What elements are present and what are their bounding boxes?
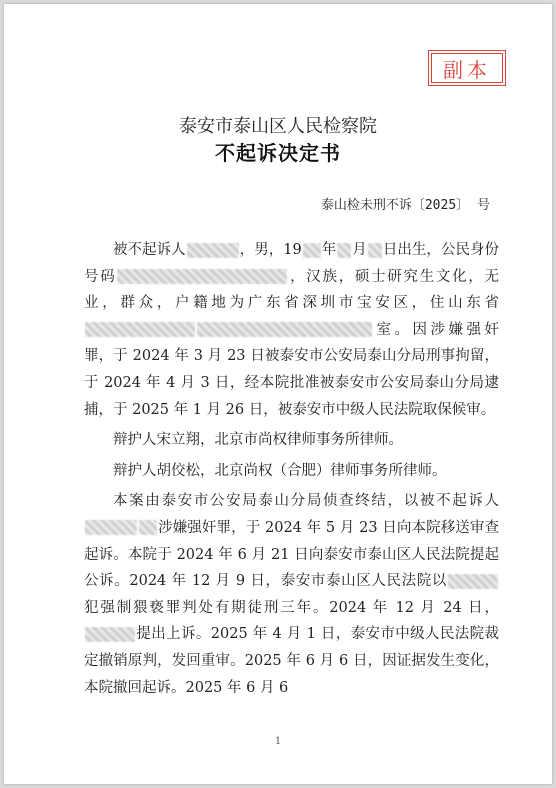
paragraph-defender-1: 辩护人宋立翔，北京市尚权律师事务所律师。 [113, 432, 403, 449]
document-title: 不起诉决定书 [215, 141, 341, 165]
document-page [4, 4, 552, 784]
copy-stamp: 副本 [428, 50, 506, 86]
redaction-birth-day [368, 243, 382, 258]
redaction-address-cont [197, 322, 372, 337]
redaction-birth-year [303, 243, 321, 258]
redaction-name [187, 243, 239, 258]
paragraph-defender-2: 辩护人胡佼松，北京尚权（合肥）律师事务所律师。 [113, 462, 447, 479]
page-number: 1 [274, 736, 282, 747]
document-body [84, 237, 499, 701]
redaction-name [85, 520, 137, 535]
issuing-organization: 泰安市泰山区人民检察院 [179, 116, 377, 137]
document-number: 泰山检未刑不诉〔2025〕 号 [320, 198, 490, 213]
redaction-id-number [117, 269, 287, 284]
redaction-name [448, 574, 498, 589]
redaction-name [85, 627, 135, 642]
redaction-name-cont [139, 520, 157, 535]
redaction-address [85, 322, 195, 337]
redaction-birth-month [337, 243, 351, 258]
paragraph-defendant-info: 被不起诉人 ，男，19 年 月 日出生，公民身份号码 ，汉族，硕士研究生文化，无业，群众，户籍地为广东省深圳市宝安区，住山东省室。因涉嫌强奸罪，于 2024 年 3 月 23 日被泰安市公安局泰山分局刑事拘留，于 2024 年 4 月 3 日，经本院批准被泰安市公安局泰山分局逮捕，于 2025 年 1 月 26 日，被泰安市中级人民法院取保候审。 [84, 242, 500, 418]
paragraph-case-history: 本案由泰安市公安局泰山分局侦查终结，以被不起诉人涉嫌强奸罪，于 2024 年 5 月 23 日向本院移送审查起诉。本院于 2024 年 6 月 21 日向泰安市泰山区人民法院提起公诉。2024 年 12 月 9 日，泰安市泰山区人民法院以犯强制猥亵罪判处有期徒刑三年。2024 年 12 月 24 日，提出上诉。2025 年 4 月 1 日，泰安市中级人民法院裁定撤销原判，发回重审。2025 年 6 月 6 日，因证据发生变化，本院撤回起诉。2025 年 6 月 6 [84, 493, 499, 696]
